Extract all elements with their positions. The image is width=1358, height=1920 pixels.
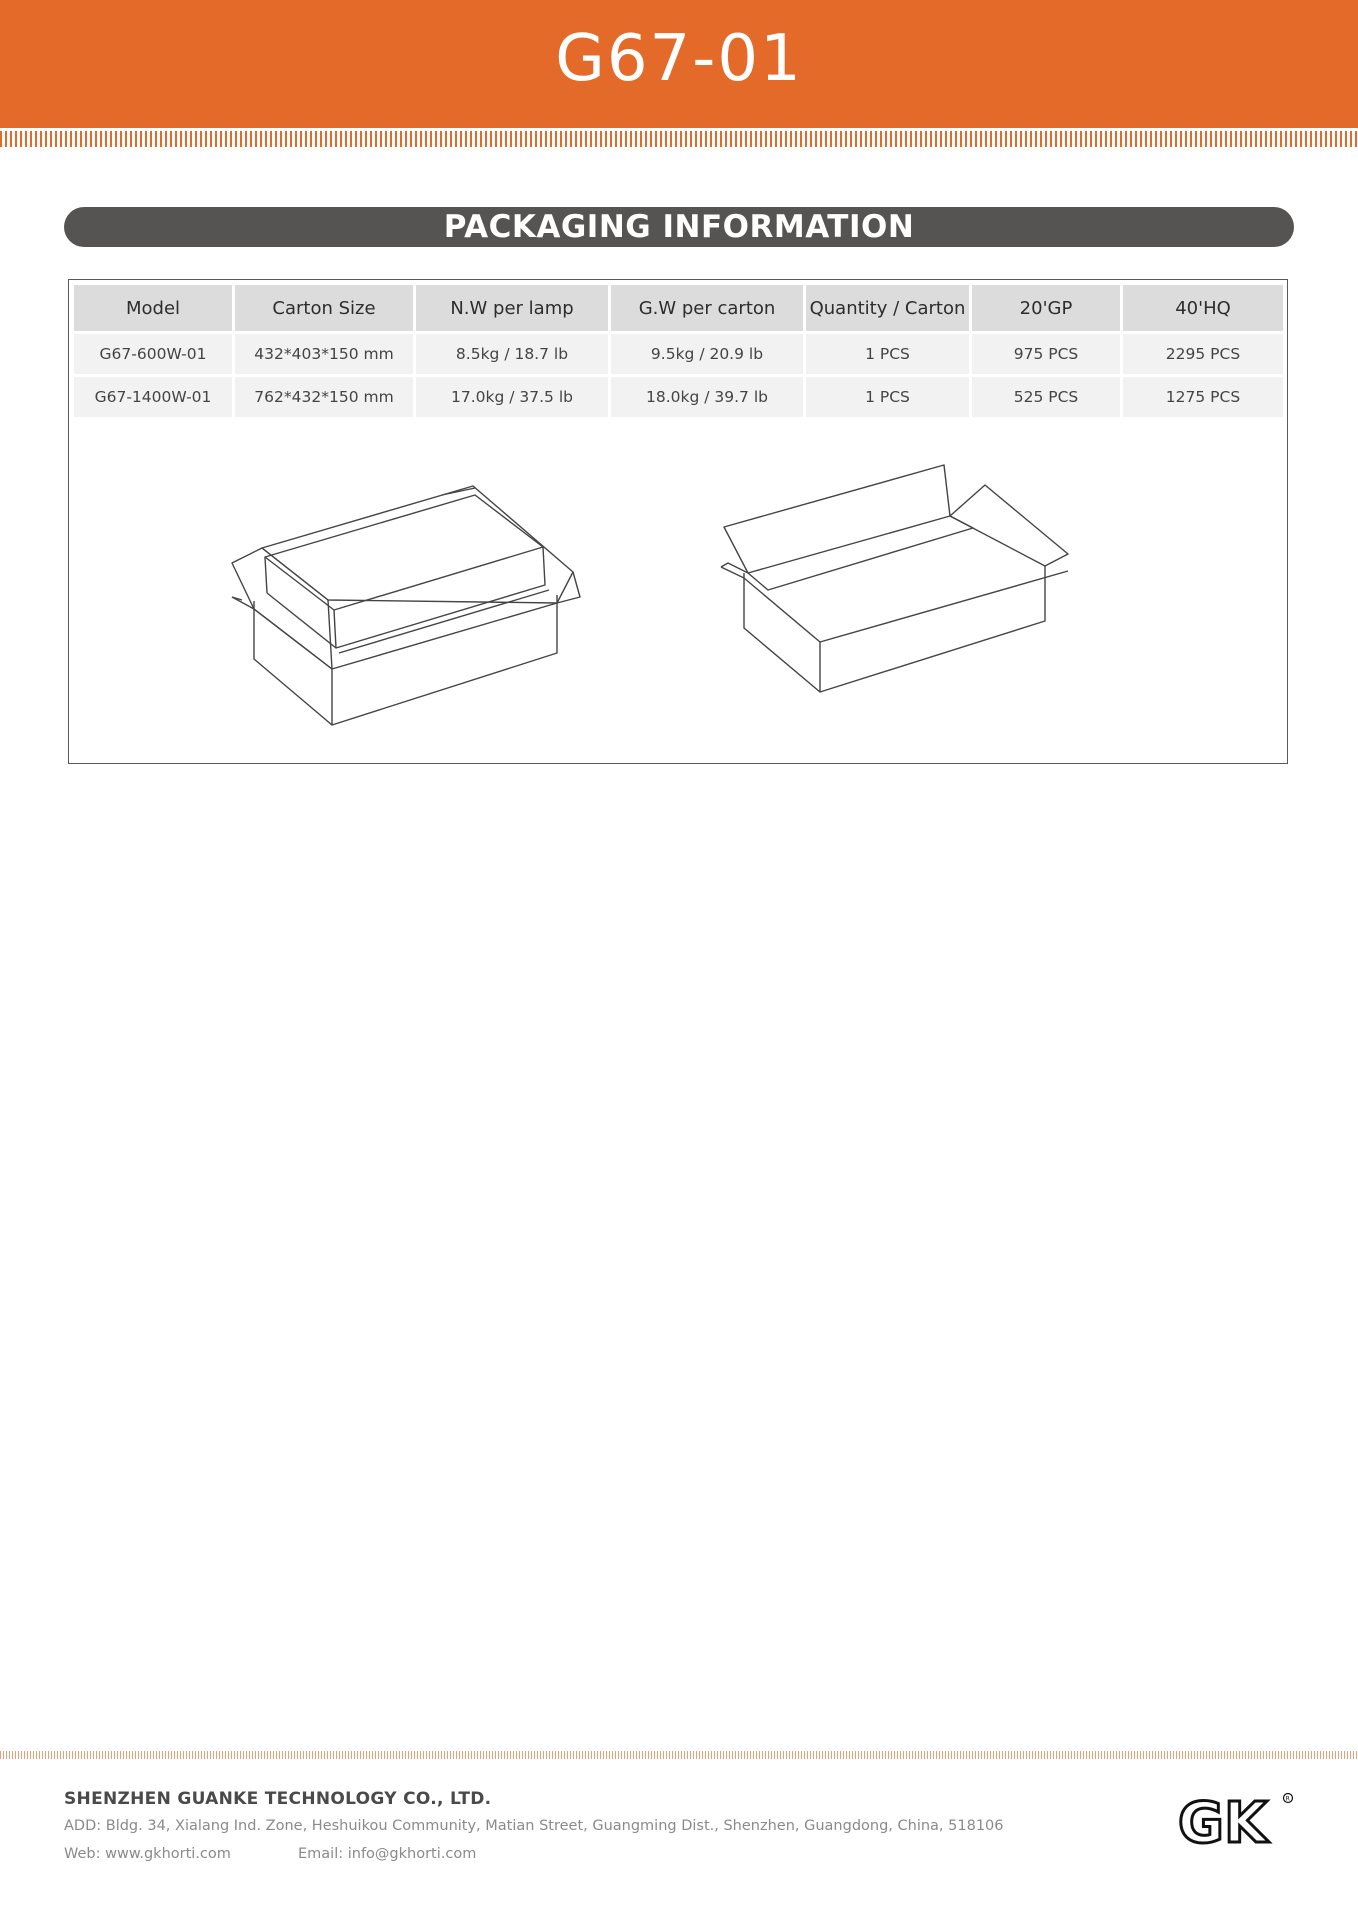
table-cell: 1275 PCS <box>1123 377 1283 417</box>
column-header-40hq: 40'HQ <box>1123 285 1283 331</box>
table-cell: G67-600W-01 <box>74 334 232 374</box>
column-header-carton-size: Carton Size <box>235 285 413 331</box>
email-link[interactable]: Email: info@gkhorti.com <box>298 1846 477 1862</box>
company-address: ADD: Bldg. 34, Xialang Ind. Zone, Heshuikou Community, Matian Street, Guangming Dist., Shenzhen, Guangdong, China, 518106 <box>64 1818 1004 1834</box>
website-link[interactable]: Web: www.gkhorti.com <box>64 1846 231 1862</box>
table-cell: 1 PCS <box>806 334 969 374</box>
table-row <box>74 334 1283 374</box>
table-cell: 432*403*150 mm <box>235 334 413 374</box>
table-cell: 1 PCS <box>806 377 969 417</box>
table-cell: G67-1400W-01 <box>74 377 232 417</box>
section-heading: PACKAGING INFORMATION <box>64 207 1294 247</box>
header-divider <box>0 131 1358 147</box>
gk-logo-icon <box>1176 1790 1296 1850</box>
column-header-nw: N.W per lamp <box>416 285 608 331</box>
logo-text: GK <box>1178 1791 1268 1850</box>
column-header-quantity: Quantity / Carton <box>806 285 969 331</box>
column-header-20gp: 20'GP <box>972 285 1120 331</box>
table-cell: 18.0kg / 39.7 lb <box>611 377 803 417</box>
svg-text:R: R <box>1285 1795 1290 1803</box>
table-row <box>74 377 1283 417</box>
header-banner <box>0 0 1358 128</box>
table-cell: 762*432*150 mm <box>235 377 413 417</box>
page-title: G67-01 <box>555 22 803 96</box>
table-header-row <box>74 285 1283 331</box>
open-box-icon <box>721 465 1068 692</box>
table-cell: 975 PCS <box>972 334 1120 374</box>
box-with-lid-icon <box>232 486 580 725</box>
table-cell: 525 PCS <box>972 377 1120 417</box>
packaging-table <box>71 282 1286 420</box>
table-cell: 9.5kg / 20.9 lb <box>611 334 803 374</box>
carton-illustrations <box>68 440 1288 760</box>
table-cell: 8.5kg / 18.7 lb <box>416 334 608 374</box>
column-header-model: Model <box>74 285 232 331</box>
company-name: SHENZHEN GUANKE TECHNOLOGY CO., LTD. <box>64 1789 492 1809</box>
footer-divider <box>0 1751 1358 1759</box>
table-cell: 2295 PCS <box>1123 334 1283 374</box>
column-header-gw: G.W per carton <box>611 285 803 331</box>
table-cell: 17.0kg / 37.5 lb <box>416 377 608 417</box>
